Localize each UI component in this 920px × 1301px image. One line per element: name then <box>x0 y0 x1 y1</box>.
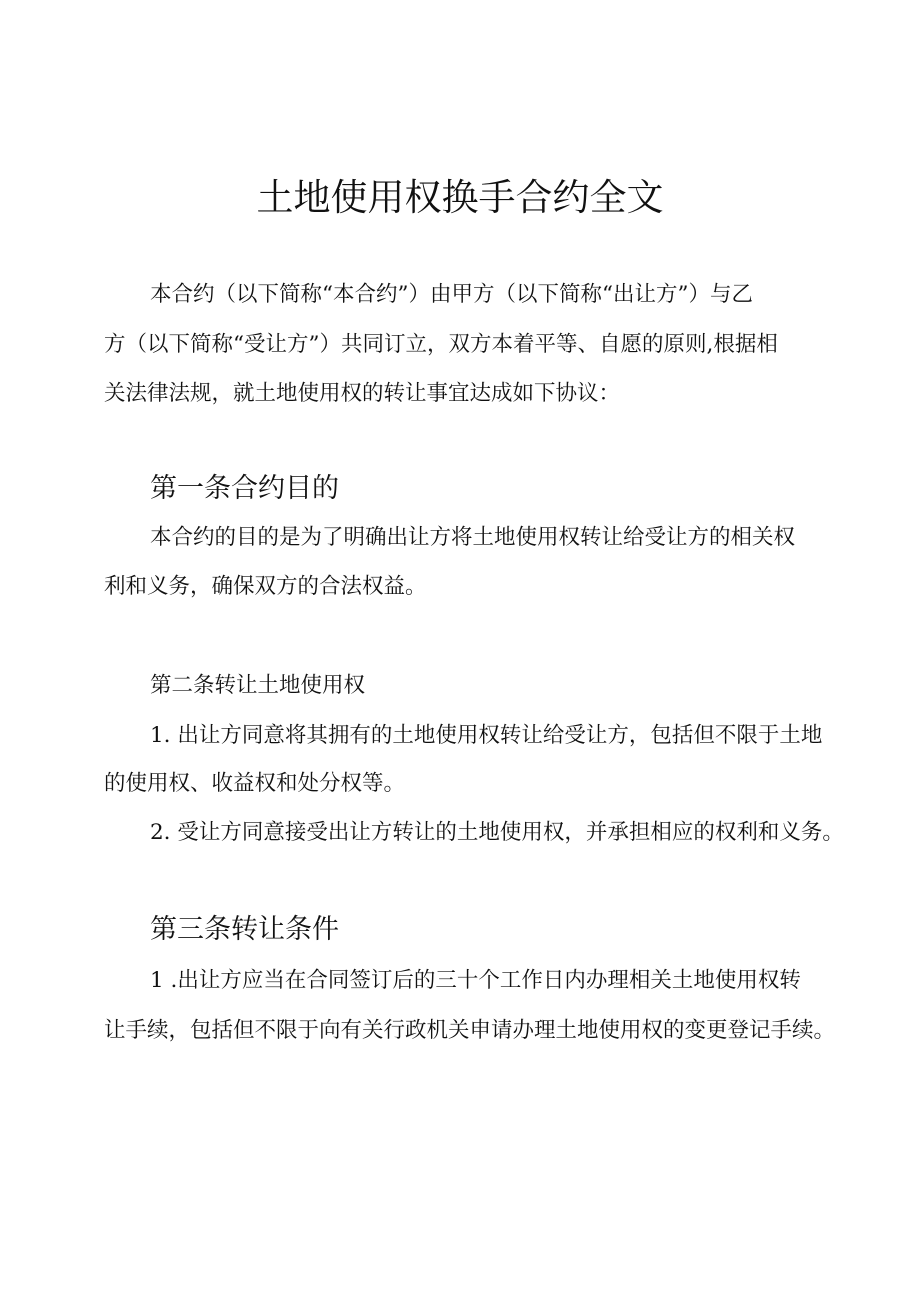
article-2-line-1: 1. 出让方同意将其拥有的土地使用权转让给受让方，包括但不限于土地 <box>150 723 823 748</box>
article-2-heading: 第二条转让土地使用权 <box>150 673 366 698</box>
article-1-line-1: 本合约的目的是为了明确出让方将土地使用权转让给受让方的相关权 <box>150 525 796 550</box>
article-3-heading: 第三条转让条件 <box>150 914 339 945</box>
article-1-line-2: 利和义务，确保双方的合法权益。 <box>104 574 427 599</box>
article-1-heading: 第一条合约目的 <box>150 473 339 504</box>
intro-line-2: 方（以下简称“受让方”）共同订立，双方本着平等、自愿的原则,根据相 <box>104 332 778 357</box>
article-2-line-2: 的使用权、收益权和处分权等。 <box>104 771 406 796</box>
intro-line-3: 关法律法规，就土地使用权的转让事宜达成如下协议： <box>104 381 621 406</box>
article-3-line-2: 让手续，包括但不限于向有关行政机关申请办理土地使用权的变更登记手续。 <box>104 1018 836 1043</box>
intro-line-1: 本合约（以下简称“本合约”）由甲方（以下简称“出让方”）与乙 <box>150 282 753 307</box>
document-title: 土地使用权换手合约全文 <box>256 176 664 219</box>
article-3-line-1: 1 .出让方应当在合同签订后的三十个工作日内办理相关土地使用权转 <box>150 968 801 993</box>
article-2-line-3: 2. 受让方同意接受出让方转让的土地使用权，并承担相应的权利和义务。 <box>150 820 844 845</box>
